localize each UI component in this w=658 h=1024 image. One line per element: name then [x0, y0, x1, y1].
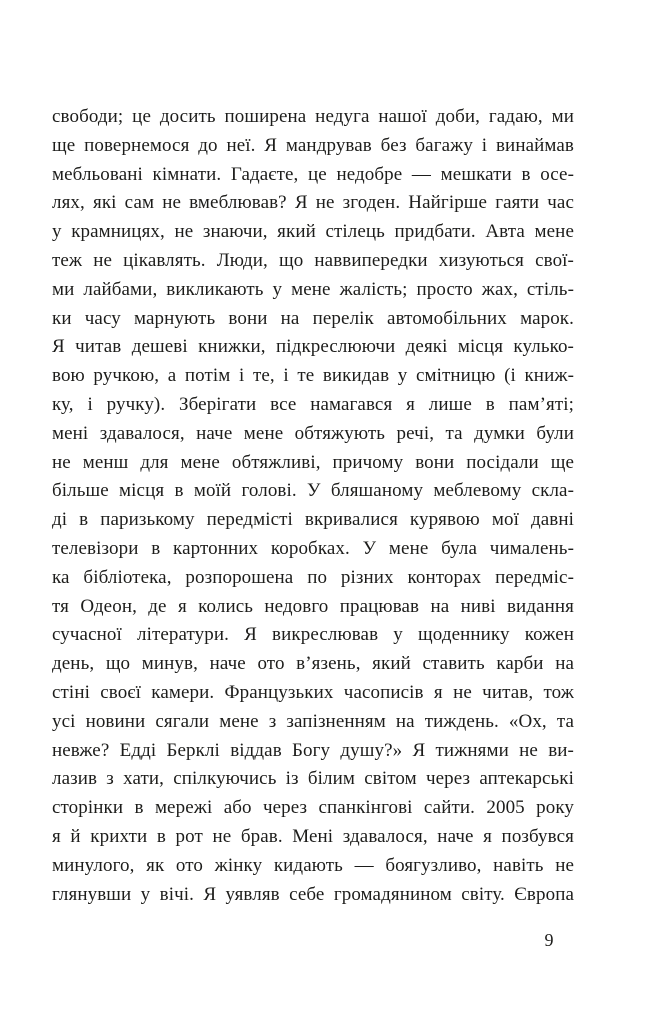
text-line: глянувши у вічі. Я уявляв себе громадянином світу. Європа [52, 883, 574, 905]
text-line: ки часу марнують вони на перелік автомобільних марок. [52, 307, 574, 329]
text-line: ку, і ручку). Зберігати все намагався я лише в пам’яті; [52, 393, 574, 415]
text-line: свободи; це досить поширена недуга нашої доби, гадаю, ми [52, 106, 574, 127]
text-line: лазив з хати, спілкуючись із білим світом через аптекарські [52, 768, 574, 790]
text-line: сучасної літератури. Я викреслював у щоденнику кожен [52, 624, 574, 646]
text-line: мені здавалося, наче мене обтяжують речі, та думки були [52, 422, 574, 444]
text-line: невже? Едді Берклі віддав Богу душу?» Я тижнями не ви- [52, 739, 574, 761]
page-text [52, 103, 574, 909]
text-line: теж не цікавлять. Люди, що наввипередки хизуються свої- [52, 249, 574, 271]
page-number: 9 [544, 930, 554, 950]
text-line: вою ручкою, а потім і те, і те викидав у смітницю (і книж- [52, 365, 574, 387]
text-line: тя Одеон, де я колись недовго працював на ниві видання [52, 595, 574, 617]
text-line: у крамницях, не знаючи, який стілець придбати. Авта мене [52, 221, 574, 243]
text-line: усі новини сягали мене з запізненням на тиждень. «Ох, та [52, 710, 574, 732]
text-line: стіні своєї камери. Французьких часописів я не читав, тож [52, 681, 574, 703]
text-line: я й крихти в рот не брав. Мені здавалося, наче я позбувся [52, 825, 574, 847]
text-line: більше місця в моїй голові. У бляшаному меблевому скла- [52, 480, 574, 502]
text-line: лях, які сам не вмеблював? Я не згоден. Найгірше гаяти час [52, 192, 574, 214]
text-line: Я читав дешеві книжки, підкреслюючи деякі місця кулько- [52, 336, 574, 358]
text-line: не менш для мене обтяжливі, причому вони посідали ще [52, 451, 574, 473]
text-line: день, що минув, наче ото в’язень, який ставить карби на [52, 653, 574, 675]
text-line: ми лайбами, викликають у мене жалість; просто жах, стіль- [52, 278, 574, 300]
text-line: сторінки в мережі або через спанкінгові сайти. 2005 року [52, 797, 574, 819]
text-line: мебльовані кімнати. Гадаєте, це недобре — мешкати в осе- [52, 163, 574, 185]
text-line: ка бібліотека, розпорошена по різних конторах передміс- [52, 566, 574, 588]
text-line: ді в паризькому передмісті вкривалися курявою мої давні [52, 509, 574, 531]
text-line: телевізори в картонних коробках. У мене була чималень- [52, 537, 574, 559]
text-line: минулого, як ото жінку кидають — боягузливо, навіть не [52, 854, 574, 876]
text-line: ще повернемося до неї. Я мандрував без багажу і винаймав [52, 134, 574, 156]
